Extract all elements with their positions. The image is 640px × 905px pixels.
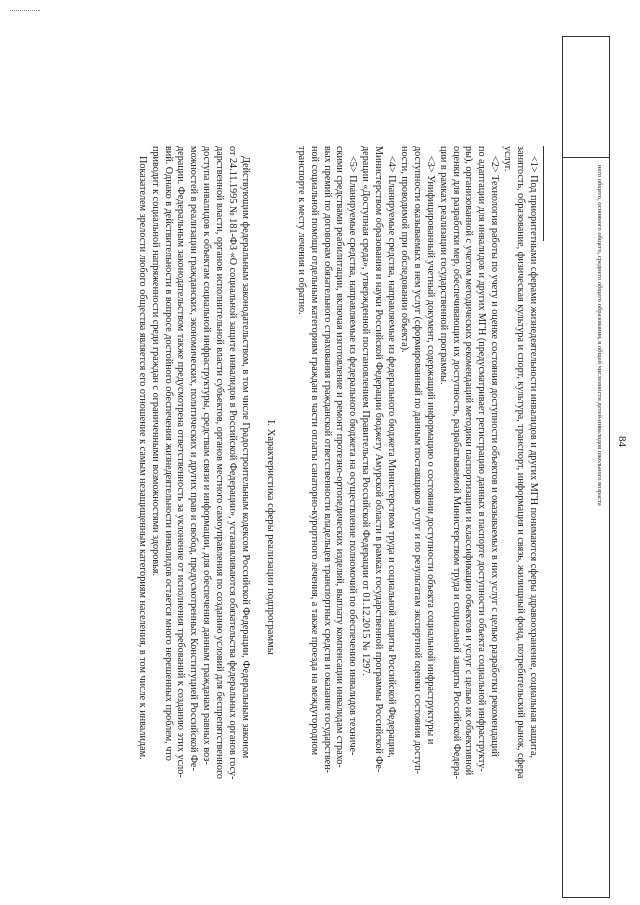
footnote-2-line-2: по адаптации для инвалидов и других МГН (предусматривает регистрацию данных в паспорте доступности объекта социальной инфраструкту- [476,146,488,772]
footnote-4-line-1: <4> Планируемые средства, направляемые из федерального бюджета Министерством труда и социальной защиты Российской Федерации, [386,156,398,758]
body-line-3: дарственной власти, органов исполнительной власти субъектов, органов местного самоуправления по созданию условий для беспрепятственного [214,146,226,779]
footnote-5-line-5: транспорте к месту лечения и обратно. [295,146,307,315]
footnote-4-line-2: Министерством образования и науки Российской Федерации бюджету Амурской области в рамках государственной программы Российской Фе- [373,146,385,773]
footnote-5-line-3: вых премий по договорам обязательного страхования гражданской ответственности владельцев транспортных средств и оказание государствен- [321,146,333,774]
body-line-5: можностей в реализации гражданских, экономических, политических и других прав и свобод, предусмотренных Конституцией Российской Фе- [188,146,200,771]
table-fragment [562,36,610,898]
footnote-2-line-1: <2> Технология работы по учету и оценке состояния доступности объектов и оказываемых в них услуг с целью разработки рекомендаций [489,156,501,757]
footnote-2-line-4: оценки для разработки мер, обеспечивающих их доступность, разрабатываемой Министерством труда и социальной защиты Российской Федера- [450,146,462,780]
section-heading: I. Характеристика сферы реализации подпрограммы [264,420,276,655]
body-line-1: Действующим федеральным законодательством, в том числе Градостроительным кодексом Российской Федерации, Федеральным законом [240,156,251,759]
body-line-7: вий. Однако в действительности в вопросе достойного обеспечения жизнедеятельности инвалидов остается много нерешенных проблем, что [162,146,174,761]
footnote-3-line-2: доступности оказываемых в нем услуг (сформированный по данным поставщиков услуг и по результатам экспертной оценки состояния доступ- [411,146,423,774]
page-number: 84 [616,436,628,447]
table-column-divider [563,157,609,158]
body-line-6: дерации. Федеральным законодательством также предусмотрена ответственность за уклонение от исполнения требований к созданию этих усло- [175,146,187,778]
body-line-9: Показателем зрелости любого общества является его отношение к самым незащищенным категориям населения, в том числе к инвалидам. [136,156,148,760]
margin-mark [10,10,40,29]
body-line-2: от 24.11.1995 № 181-ФЗ «О социальной защите инвалидов в Российской Федерации», устанавливаются обязательства федеральных органов госу- [227,146,239,780]
footnote-5-line-2: скими средствами реабилитации, включая изготовление и ремонт протезно-ортопедических изделий, выплату компенсации инвалидам страхо- [334,146,346,768]
footnote-2-line-5: ции в рамках реализации государственной программы. [437,146,449,385]
footnote-4-line-3: дерации «Доступная среда», утвержденной постановлением Правительства Российской Федерации от 01.12.2015 № 1297. [360,146,372,677]
body-line-8: приводит к социальной напряженности среди граждан с ограниченными возможностями здоровья. [149,146,161,577]
footnote-1-line-3: услуг. [502,146,514,172]
footnote-2-line-3: ры), организованной с учетом методических рекомендаций методики паспортизации и классификации объектов и услуг с целью их объективной [463,146,475,776]
footnote-3-line-1: <3> Унифицированный учетный документ, содержащий информацию о состоянии доступности объекта социальной инфраструктуры и [424,156,436,745]
footnote-separator [543,146,544,241]
footnote-5-line-4: ной социальной помощи отдельным категориям граждан в части оплаты санаторно-курортного лечения, а также проезда на междугородном [308,146,320,756]
body-line-4: доступа инвалидов к объектам социальной инфраструктуры, средствам связи и информации, для обеспечения данным гражданам равных воз- [201,146,213,765]
footnote-5-line-1: <5> Планируемые средства, направляемые из федерального бюджета на осуществление полномочий по обеспечению инвалидов техниче- [347,156,359,756]
footnote-3-line-3: ности, проводимой при обследовании объекта). [399,146,410,353]
footnote-1-line-2: занятость, образование, физическая культура и спорт, культура, транспорт, информация и связь, жилищный фонд, потребительский рынок, сфера [515,146,527,779]
table-cell-text: него общего, основного общего, среднего общего образования, в общей численности детей-инвалидов школьного возраста [596,165,603,506]
footnote-1-line-1: <1> Под приоритетными сферами жизнедеятельности инвалидов и других МГН понимаются сферы здравоохранение, социальная защита, [528,156,539,759]
